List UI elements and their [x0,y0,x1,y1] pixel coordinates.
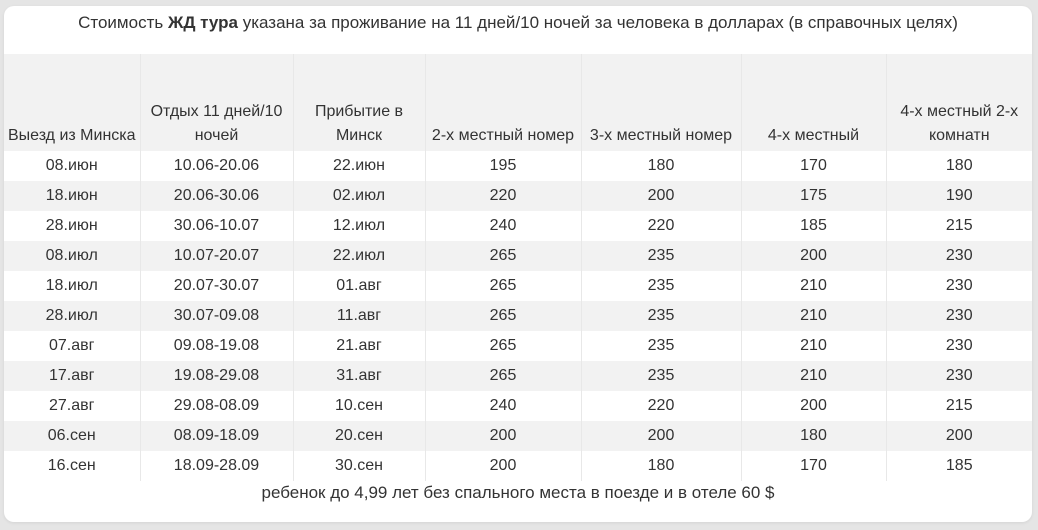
header-triple-room: 3-х местный номер [581,54,741,151]
cell-price-quad: 170 [741,151,886,181]
cell-stay-period: 29.08-08.09 [140,391,293,421]
table-row [4,211,1032,241]
cell-price-quad-two-room: 185 [886,451,1032,481]
cell-arrival-date: 31.авг [293,361,425,391]
cell-price-double: 220 [425,181,581,211]
cell-arrival-date: 30.сен [293,451,425,481]
cell-arrival-date: 12.июл [293,211,425,241]
cell-price-quad: 210 [741,301,886,331]
caption-tour-type: ЖД тура [167,13,238,32]
cell-departure-date: 08.июн [4,151,140,181]
cell-price-triple: 200 [581,421,741,451]
cell-price-quad: 185 [741,211,886,241]
table-row [4,331,1032,361]
cell-price-triple: 235 [581,271,741,301]
cell-arrival-date: 11.авг [293,301,425,331]
cell-price-double: 195 [425,151,581,181]
cell-stay-period: 08.09-18.09 [140,421,293,451]
table-row [4,451,1032,481]
cell-price-quad: 200 [741,241,886,271]
cell-price-quad: 200 [741,391,886,421]
cell-price-quad: 180 [741,421,886,451]
cell-price-double: 240 [425,391,581,421]
caption-text-start: Стоимость [78,13,168,32]
cell-departure-date: 27.авг [4,391,140,421]
price-table [4,54,1032,481]
cell-price-triple: 220 [581,211,741,241]
caption-text-end: указана за проживание на 11 дней/10 ночей за человека в долларах (в справочных целях) [237,13,958,32]
table-caption [4,13,1032,33]
cell-price-quad-two-room: 230 [886,361,1032,391]
cell-price-quad: 210 [741,331,886,361]
table-row [4,181,1032,211]
cell-stay-period: 20.07-30.07 [140,271,293,301]
cell-arrival-date: 21.авг [293,331,425,361]
cell-price-double: 240 [425,211,581,241]
cell-price-triple: 235 [581,331,741,361]
cell-price-double: 200 [425,451,581,481]
cell-price-double: 265 [425,331,581,361]
cell-departure-date: 18.июл [4,271,140,301]
table-row [4,361,1032,391]
cell-price-quad-two-room: 230 [886,241,1032,271]
header-double-room: 2-х местный номер [425,54,581,151]
cell-stay-period: 10.06-20.06 [140,151,293,181]
header-arrival: Прибытие в Минск [293,54,425,151]
cell-arrival-date: 22.июн [293,151,425,181]
cell-departure-date: 28.июн [4,211,140,241]
cell-arrival-date: 20.сен [293,421,425,451]
cell-stay-period: 19.08-29.08 [140,361,293,391]
cell-departure-date: 16.сен [4,451,140,481]
cell-price-quad: 210 [741,271,886,301]
cell-price-quad-two-room: 230 [886,301,1032,331]
cell-price-quad: 170 [741,451,886,481]
cell-price-triple: 235 [581,301,741,331]
cell-stay-period: 10.07-20.07 [140,241,293,271]
table-header-row [4,54,1032,151]
table-row [4,391,1032,421]
cell-departure-date: 28.июл [4,301,140,331]
header-stay-period: Отдых 11 дней/10 ночей [140,54,293,151]
table-row [4,301,1032,331]
cell-price-quad-two-room: 215 [886,211,1032,241]
cell-departure-date: 17.авг [4,361,140,391]
table-row [4,271,1032,301]
cell-price-quad-two-room: 230 [886,271,1032,301]
cell-arrival-date: 01.авг [293,271,425,301]
cell-price-triple: 235 [581,361,741,391]
cell-stay-period: 18.09-28.09 [140,451,293,481]
cell-price-double: 265 [425,241,581,271]
cell-price-quad-two-room: 200 [886,421,1032,451]
cell-departure-date: 07.авг [4,331,140,361]
cell-departure-date: 06.сен [4,421,140,451]
cell-arrival-date: 02.июл [293,181,425,211]
cell-arrival-date: 22.июл [293,241,425,271]
cell-price-quad-two-room: 180 [886,151,1032,181]
cell-price-double: 265 [425,361,581,391]
header-departure: Выезд из Минска [4,54,140,151]
cell-price-quad: 175 [741,181,886,211]
cell-stay-period: 30.07-09.08 [140,301,293,331]
cell-price-double: 265 [425,301,581,331]
cell-price-quad-two-room: 230 [886,331,1032,361]
header-quad-two-room: 4-х местный 2-х комнатн [886,54,1032,151]
header-quad-room: 4-х местный [741,54,886,151]
cell-price-double: 200 [425,421,581,451]
cell-price-triple: 200 [581,181,741,211]
cell-departure-date: 08.июл [4,241,140,271]
cell-arrival-date: 10.сен [293,391,425,421]
cell-stay-period: 09.08-19.08 [140,331,293,361]
cell-stay-period: 30.06-10.07 [140,211,293,241]
cell-price-quad-two-room: 215 [886,391,1032,421]
table-row [4,241,1032,271]
cell-departure-date: 18.июн [4,181,140,211]
cell-price-quad-two-room: 190 [886,181,1032,211]
cell-price-triple: 220 [581,391,741,421]
table-row [4,421,1032,451]
cell-price-triple: 180 [581,451,741,481]
cell-price-quad: 210 [741,361,886,391]
cell-price-double: 265 [425,271,581,301]
cell-price-triple: 235 [581,241,741,271]
child-price-note: ребенок до 4,99 лет без спального места в поезде и в отеле 60 $ [261,483,775,502]
cell-stay-period: 20.06-30.06 [140,181,293,211]
cell-price-triple: 180 [581,151,741,181]
price-card [4,6,1032,522]
table-row [4,151,1032,181]
